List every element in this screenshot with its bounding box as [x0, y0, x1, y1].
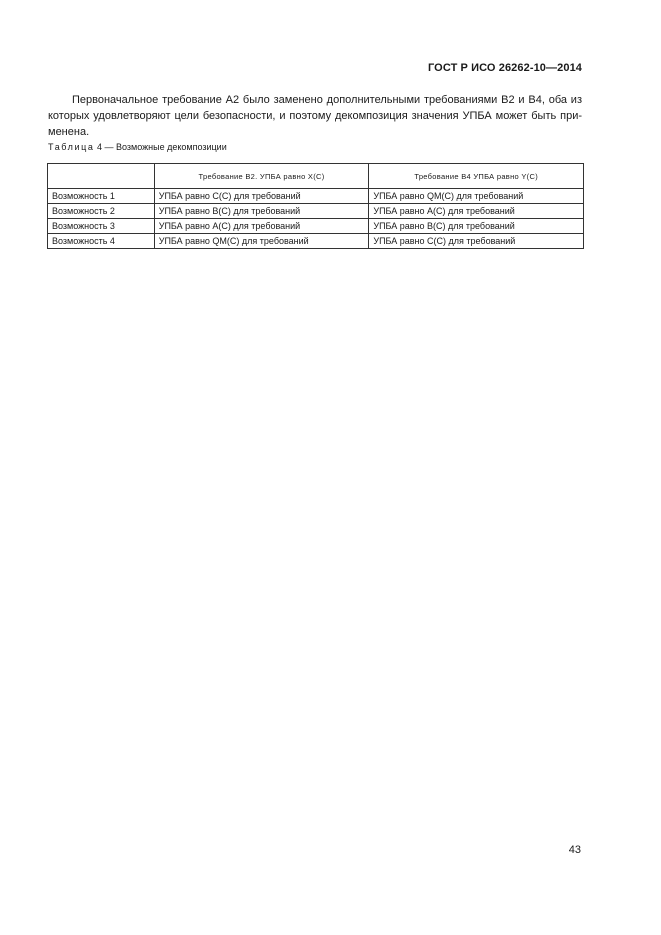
table-cell-option: Возможность 2 [48, 204, 155, 219]
table-row [48, 234, 584, 249]
table-row [48, 189, 584, 204]
table-cell-b4: УПБА равно А(С) для требований [369, 204, 584, 219]
table-cell-option: Возможность 4 [48, 234, 155, 249]
table-cell-b2: УПБА равно QM(C) для требований [154, 234, 369, 249]
decompositions-table [47, 163, 584, 249]
table-header-cell-empty [48, 164, 155, 189]
table-cell-b4: УПБА равно В(С) для требований [369, 219, 584, 234]
page-number: 43 [568, 844, 581, 856]
table-header-cell-b4: Требование В4 УПБА равно Y(C) [369, 164, 584, 189]
table-cell-b2: УПБА равно А(С) для требований [154, 219, 369, 234]
table-row [48, 204, 584, 219]
table-caption-title: 4 — Возможные декомпозиции [94, 142, 227, 152]
table-cell-option: Возможность 1 [48, 189, 155, 204]
page-header-standard-code: ГОСТ Р ИСО 26262-10—2014 [427, 62, 582, 74]
table-cell-b2: УПБА равно В(С) для требований [154, 204, 369, 219]
table-caption-label: Таблица [48, 142, 95, 152]
table-row [48, 219, 584, 234]
table-header-cell-b2: Требование В2. УПБА равно X(C) [154, 164, 369, 189]
table-cell-b2: УПБА равно С(С) для требований [154, 189, 369, 204]
table-header-row [48, 164, 584, 189]
table-cell-b4: УПБА равно QM(C) для требований [369, 189, 584, 204]
table-cell-b4: УПБА равно С(С) для требований [369, 234, 584, 249]
body-paragraph: Первоначальное требование А2 было заменено дополнительными требованиями В2 и В4, оба из которых удовлетворяют цели безопасности, и поэтому декомпозиция значения УПБА может быть при-менена. [48, 94, 582, 138]
table-cell-option: Возможность 3 [48, 219, 155, 234]
table-caption [48, 142, 227, 152]
